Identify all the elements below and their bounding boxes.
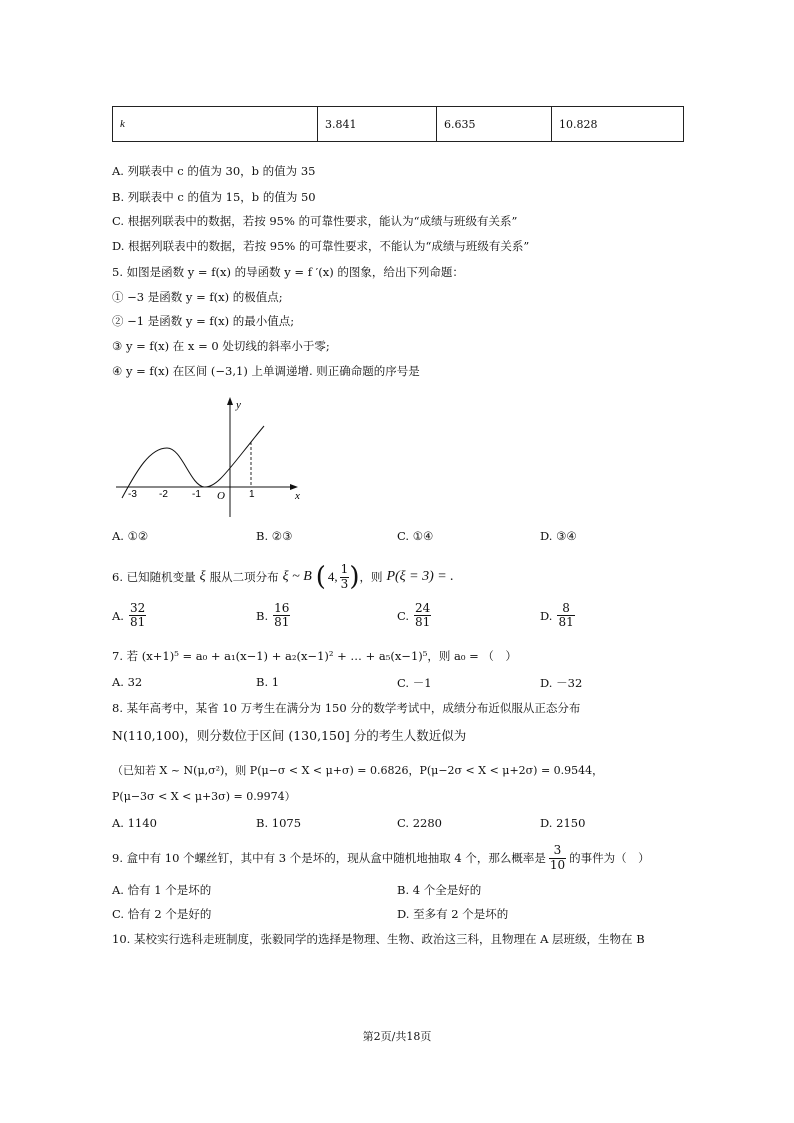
table-cell: k bbox=[113, 107, 318, 142]
q5-prop-2: ② −1 是函数 y = f(x) 的最小值点; bbox=[112, 314, 295, 328]
q6-fraction: $\frac{1}{3}$ bbox=[340, 562, 349, 591]
q5-prop-3: ③ y = f(x) 在 x = 0 处切线的斜率小于零; bbox=[112, 339, 330, 353]
table-cell: 6.635 bbox=[437, 107, 552, 142]
q7-option-c: C. －1 bbox=[397, 676, 432, 690]
q4-option-d: D. 根据列联表中的数据，若按 95% 的可靠性要求，不能认为“成绩与班级有关系” bbox=[112, 239, 530, 253]
q6-stem-post: ，则 bbox=[359, 570, 383, 584]
q8-line-3: （已知若 X ~ N(μ,σ²)，则 P(μ−σ < X < μ+σ) = 0.6826，P(μ−2σ < X < μ+2σ) = 0.9544， bbox=[112, 764, 604, 777]
q5-option-c: C. ①④ bbox=[397, 529, 434, 543]
q5-option-d: D. ③④ bbox=[540, 529, 577, 543]
frac-num: 3 bbox=[549, 844, 566, 858]
origin-label: O bbox=[217, 490, 225, 502]
q9-stem bbox=[112, 843, 650, 873]
q8-option-b: B. 1075 bbox=[256, 816, 302, 830]
q6-stem-pre: 6. 已知随机变量 bbox=[112, 570, 196, 584]
q7-option-b: B. 1 bbox=[256, 675, 280, 689]
tick-label: -3 bbox=[128, 489, 137, 500]
q4-option-c: C. 根据列联表中的数据，若按 95% 的可靠性要求，能认为“成绩与班级有关系” bbox=[112, 214, 518, 228]
tick-label: 1 bbox=[249, 489, 255, 500]
q7-option-d: D. －32 bbox=[540, 676, 583, 690]
q8-option-d: D. 2150 bbox=[540, 816, 586, 830]
q5-option-b: B. ②③ bbox=[256, 529, 293, 543]
q6-option-a bbox=[112, 602, 146, 629]
q8-line-1: 8. 某年高考中，某省 10 万考生在满分为 150 分的数学考试中，成绩分布近似服从正态分布 bbox=[112, 701, 581, 715]
frac-den: 81 bbox=[129, 615, 146, 630]
q10-stem: 10. 某校实行选科走班制度，张毅同学的选择是物理、生物、政治这三科，且物理在 A 层班级，生物在 B bbox=[112, 932, 645, 946]
q6-option-d bbox=[540, 602, 575, 629]
q9-option-c: C. 恰有 2 个是好的 bbox=[112, 907, 212, 921]
x-axis-label: x bbox=[295, 490, 300, 502]
q9-option-b: B. 4 个全是好的 bbox=[397, 883, 482, 897]
option-letter: B. bbox=[256, 608, 269, 623]
y-axis-label: y bbox=[236, 399, 241, 411]
option-letter: D. bbox=[540, 608, 553, 623]
q6-option-b bbox=[256, 602, 290, 629]
q5-stem: 5. 如图是函数 y = f(x) 的导函数 y = f ′(x) 的图象，给出下列命题： bbox=[112, 265, 464, 279]
q9-option-d: D. 至多有 2 个是坏的 bbox=[397, 907, 509, 921]
table-cell: 10.828 bbox=[552, 107, 684, 142]
q5-prop-4: ④ y = f(x) 在区间 (−3,1) 上单调递增. 则正确命题的序号是 bbox=[112, 364, 420, 378]
q5-option-a: A. ①② bbox=[112, 529, 149, 543]
q8-line-2: N(110,100)，则分数位于区间 (130,150] 分的考生人数近似为 bbox=[112, 728, 467, 743]
frac-num: 32 bbox=[129, 601, 146, 615]
page-number: 第2页/共18页 bbox=[362, 1030, 432, 1043]
critical-value-table bbox=[112, 106, 684, 142]
frac-den: 81 bbox=[558, 615, 574, 630]
tick-label: -1 bbox=[192, 489, 201, 500]
table-cell: 3.841 bbox=[318, 107, 437, 142]
derivative-graph bbox=[112, 392, 312, 522]
q6-stem: 6. 已知随机变量 ξ 服从二项分布 ξ ~ B ( 4, $\frac{1}{3}$ ) ，则 P(ξ = 3) = . bbox=[112, 562, 454, 592]
q6-stem-mid: 服从二项分布 bbox=[209, 570, 279, 584]
q9-stem-pre: 9. 盒中有 10 个螺丝钉，其中有 3 个是坏的，现从盒中随机地抽取 4 个，那么概率是 bbox=[112, 851, 546, 865]
q7-stem: 7. 若 (x+1)⁵ = a₀ + a₁(x−1) + a₂(x−1)² + … + a₅(x−1)⁵，则 a₀ = （ ） bbox=[112, 649, 517, 663]
q8-option-c: C. 2280 bbox=[397, 816, 442, 830]
y-axis-arrow-icon bbox=[227, 397, 233, 405]
q9-fraction bbox=[549, 844, 566, 871]
q5-prop-1: ① −3 是函数 y = f(x) 的极值点; bbox=[112, 290, 283, 304]
q9-stem-post: 的事件为（ ） bbox=[569, 851, 650, 865]
q6-option-c bbox=[397, 602, 431, 629]
frac-num: 24 bbox=[415, 601, 431, 615]
q9-option-a: A. 恰有 1 个是坏的 bbox=[112, 883, 212, 897]
q4-option-a: A. 列联表中 c 的值为 30，b 的值为 35 bbox=[112, 164, 316, 178]
table-row bbox=[113, 107, 684, 142]
frac-den: 81 bbox=[415, 615, 431, 630]
frac-den: 81 bbox=[274, 615, 290, 630]
frac-den: 10 bbox=[549, 857, 566, 872]
frac-num: 16 bbox=[274, 601, 290, 615]
q4-option-b: B. 列联表中 c 的值为 15，b 的值为 50 bbox=[112, 190, 316, 204]
q8-option-a: A. 1140 bbox=[112, 816, 157, 830]
option-letter: A. bbox=[112, 608, 124, 623]
tick-label: -2 bbox=[159, 489, 168, 500]
q7-option-a: A. 32 bbox=[112, 675, 143, 689]
frac-num: 8 bbox=[557, 602, 574, 616]
option-letter: C. bbox=[397, 608, 410, 623]
q8-line-4: P(μ−3σ < X < μ+3σ) = 0.9974） bbox=[112, 790, 296, 803]
